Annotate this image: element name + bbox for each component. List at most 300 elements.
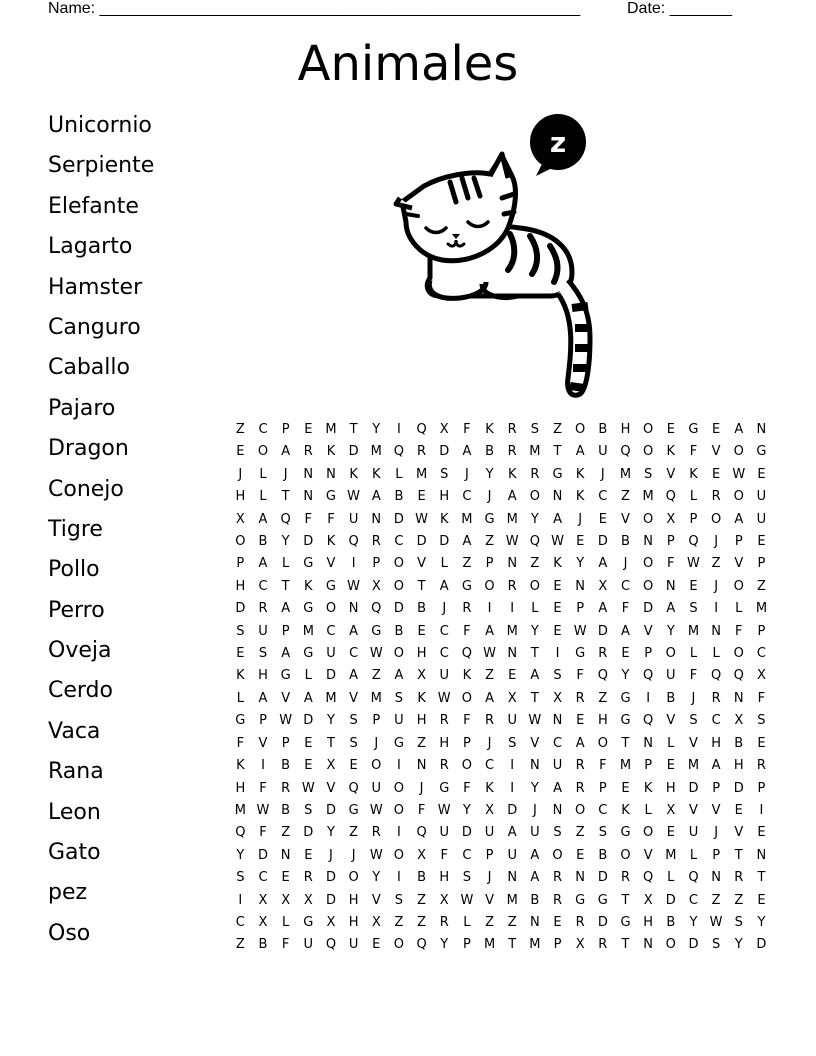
grid-letter[interactable]: B bbox=[734, 735, 744, 751]
grid-letter[interactable]: M bbox=[687, 758, 700, 774]
grid-letter[interactable]: F bbox=[667, 556, 675, 572]
grid-letter[interactable]: S bbox=[304, 802, 313, 818]
grid-letter[interactable]: M bbox=[325, 690, 337, 706]
grid-letter[interactable]: J bbox=[714, 534, 719, 550]
grid-letter[interactable]: B bbox=[394, 623, 404, 639]
grid-letter[interactable]: A bbox=[507, 825, 517, 841]
grid-letter[interactable]: V bbox=[689, 802, 698, 818]
grid-letter[interactable]: Z bbox=[621, 489, 630, 505]
grid-letter[interactable]: G bbox=[348, 802, 359, 818]
grid-letter[interactable]: K bbox=[575, 466, 585, 482]
grid-letter[interactable]: C bbox=[485, 758, 495, 774]
grid-letter[interactable]: F bbox=[327, 511, 335, 527]
grid-letter[interactable]: W bbox=[415, 511, 428, 527]
grid-letter[interactable]: X bbox=[734, 713, 744, 729]
grid-letter[interactable]: O bbox=[643, 578, 654, 594]
grid-letter[interactable]: Y bbox=[326, 825, 335, 841]
grid-letter[interactable]: A bbox=[575, 735, 585, 751]
grid-letter[interactable]: Y bbox=[689, 914, 698, 930]
grid-letter[interactable]: S bbox=[394, 690, 404, 706]
grid-letter[interactable]: R bbox=[575, 690, 585, 706]
grid-letter[interactable]: J bbox=[623, 556, 628, 572]
grid-letter[interactable]: P bbox=[485, 847, 494, 863]
grid-letter[interactable]: L bbox=[712, 646, 720, 662]
grid-letter[interactable]: E bbox=[621, 780, 630, 796]
grid-letter[interactable]: U bbox=[507, 847, 517, 863]
grid-letter[interactable]: J bbox=[283, 466, 288, 482]
grid-letter[interactable]: E bbox=[621, 646, 630, 662]
grid-letter[interactable]: X bbox=[326, 914, 336, 930]
grid-letter[interactable]: O bbox=[393, 780, 405, 796]
grid-letter[interactable]: G bbox=[303, 601, 314, 617]
grid-letter[interactable]: D bbox=[597, 870, 608, 886]
grid-letter[interactable]: N bbox=[507, 646, 518, 662]
grid-letter[interactable]: M bbox=[619, 758, 632, 774]
grid-letter[interactable]: G bbox=[688, 422, 699, 437]
grid-letter[interactable]: Z bbox=[281, 825, 291, 841]
grid-letter[interactable]: Z bbox=[485, 668, 494, 684]
grid-letter[interactable]: D bbox=[348, 444, 359, 460]
grid-letter[interactable]: S bbox=[440, 466, 449, 482]
grid-letter[interactable]: P bbox=[576, 601, 585, 617]
grid-letter[interactable]: S bbox=[689, 713, 698, 729]
grid-letter[interactable]: M bbox=[506, 511, 518, 527]
grid-letter[interactable]: U bbox=[552, 758, 563, 774]
grid-letter[interactable]: Q bbox=[665, 489, 676, 505]
grid-letter[interactable]: V bbox=[621, 511, 630, 527]
grid-letter[interactable]: P bbox=[372, 556, 381, 572]
grid-letter[interactable]: Y bbox=[621, 668, 630, 684]
grid-letter[interactable]: T bbox=[621, 892, 630, 908]
grid-letter[interactable]: N bbox=[280, 847, 291, 863]
grid-letter[interactable]: K bbox=[485, 422, 494, 437]
grid-letter[interactable]: D bbox=[665, 892, 676, 908]
grid-letter[interactable]: G bbox=[303, 914, 314, 930]
grid-letter[interactable]: R bbox=[281, 780, 291, 796]
grid-letter[interactable]: R bbox=[575, 914, 585, 930]
grid-letter[interactable]: X bbox=[281, 892, 291, 908]
grid-letter[interactable]: I bbox=[555, 646, 560, 662]
grid-letter[interactable]: N bbox=[507, 870, 518, 886]
grid-letter[interactable]: C bbox=[711, 713, 721, 729]
grid-letter[interactable]: Q bbox=[620, 444, 631, 460]
grid-letter[interactable]: D bbox=[461, 825, 472, 841]
grid-letter[interactable]: X bbox=[439, 422, 449, 437]
grid-letter[interactable]: D bbox=[325, 892, 336, 908]
grid-letter[interactable]: W bbox=[369, 646, 383, 662]
grid-letter[interactable]: V bbox=[666, 713, 676, 729]
grid-letter[interactable]: N bbox=[733, 690, 744, 706]
grid-letter[interactable]: I bbox=[510, 758, 515, 774]
grid-letter[interactable]: Q bbox=[733, 668, 744, 684]
grid-letter[interactable]: E bbox=[712, 466, 721, 482]
grid-letter[interactable]: V bbox=[349, 690, 359, 706]
grid-letter[interactable]: A bbox=[258, 690, 268, 706]
grid-letter[interactable]: M bbox=[415, 466, 428, 482]
grid-letter[interactable]: Z bbox=[553, 422, 562, 437]
grid-letter[interactable]: S bbox=[553, 825, 562, 841]
grid-letter[interactable]: A bbox=[439, 578, 449, 594]
grid-letter[interactable]: W bbox=[369, 802, 383, 818]
grid-letter[interactable]: M bbox=[461, 511, 473, 527]
grid-letter[interactable]: H bbox=[733, 758, 744, 774]
grid-letter[interactable]: Q bbox=[643, 713, 654, 729]
grid-letter[interactable]: F bbox=[259, 780, 267, 796]
grid-letter[interactable]: H bbox=[439, 735, 450, 751]
grid-letter[interactable]: B bbox=[598, 847, 608, 863]
grid-letter[interactable]: A bbox=[530, 668, 540, 684]
grid-letter[interactable]: N bbox=[643, 937, 653, 953]
grid-letter[interactable]: U bbox=[688, 825, 699, 841]
grid-letter[interactable]: W bbox=[732, 466, 746, 482]
grid-letter[interactable]: A bbox=[349, 623, 359, 639]
grid-letter[interactable]: G bbox=[325, 578, 336, 594]
grid-letter[interactable]: X bbox=[303, 892, 313, 908]
grid-letter[interactable]: Z bbox=[711, 892, 721, 908]
grid-letter[interactable]: Y bbox=[666, 623, 675, 639]
grid-letter[interactable]: P bbox=[236, 556, 245, 572]
grid-letter[interactable]: O bbox=[597, 735, 608, 751]
grid-letter[interactable]: Q bbox=[710, 668, 722, 684]
grid-letter[interactable]: O bbox=[484, 578, 495, 594]
grid-letter[interactable]: X bbox=[643, 892, 653, 908]
grid-letter[interactable]: M bbox=[370, 444, 382, 460]
grid-letter[interactable]: D bbox=[393, 601, 404, 617]
grid-letter[interactable]: W bbox=[709, 914, 723, 930]
grid-letter[interactable]: B bbox=[417, 870, 427, 886]
grid-letter[interactable]: J bbox=[374, 735, 379, 751]
grid-letter[interactable]: J bbox=[600, 466, 605, 482]
grid-letter[interactable]: L bbox=[282, 914, 290, 930]
grid-letter[interactable]: I bbox=[759, 802, 764, 818]
grid-letter[interactable]: A bbox=[530, 870, 540, 886]
grid-letter[interactable]: V bbox=[371, 892, 381, 908]
grid-letter[interactable]: G bbox=[575, 892, 586, 908]
grid-letter[interactable]: K bbox=[236, 668, 245, 684]
grid-letter[interactable]: D bbox=[325, 668, 336, 684]
grid-letter[interactable]: A bbox=[281, 646, 291, 662]
grid-letter[interactable]: F bbox=[304, 511, 313, 527]
grid-letter[interactable]: O bbox=[235, 534, 246, 550]
grid-letter[interactable]: X bbox=[575, 937, 585, 953]
grid-letter[interactable]: G bbox=[439, 780, 450, 796]
name-field-label[interactable]: Name: ______________________________________________________ bbox=[48, 0, 581, 17]
grid-letter[interactable]: G bbox=[280, 668, 291, 684]
grid-letter[interactable]: Y bbox=[236, 847, 245, 863]
grid-letter[interactable]: Q bbox=[348, 534, 359, 550]
grid-letter[interactable]: O bbox=[325, 601, 337, 617]
grid-letter[interactable]: E bbox=[576, 713, 585, 729]
grid-letter[interactable]: X bbox=[417, 847, 427, 863]
grid-letter[interactable]: O bbox=[643, 825, 654, 841]
grid-letter[interactable]: J bbox=[487, 870, 492, 886]
grid-letter[interactable]: R bbox=[575, 780, 585, 796]
grid-letter[interactable]: V bbox=[281, 690, 291, 706]
grid-letter[interactable]: O bbox=[348, 870, 359, 886]
grid-letter[interactable]: P bbox=[281, 422, 290, 437]
grid-letter[interactable]: U bbox=[756, 489, 767, 505]
grid-letter[interactable]: V bbox=[734, 556, 744, 572]
grid-letter[interactable]: L bbox=[395, 466, 403, 482]
grid-letter[interactable]: K bbox=[643, 780, 653, 796]
grid-letter[interactable]: H bbox=[348, 892, 359, 908]
grid-letter[interactable]: O bbox=[643, 422, 654, 437]
grid-letter[interactable]: W bbox=[256, 802, 270, 818]
grid-letter[interactable]: R bbox=[711, 690, 721, 706]
grid-letter[interactable]: I bbox=[714, 601, 719, 617]
grid-letter[interactable]: Z bbox=[575, 825, 585, 841]
grid-letter[interactable]: R bbox=[756, 758, 766, 774]
grid-letter[interactable]: B bbox=[530, 892, 540, 908]
grid-letter[interactable]: W bbox=[347, 489, 361, 505]
grid-letter[interactable]: A bbox=[530, 847, 540, 863]
grid-letter[interactable]: K bbox=[575, 489, 585, 505]
grid-letter[interactable]: X bbox=[756, 668, 766, 684]
grid-letter[interactable]: X bbox=[439, 892, 449, 908]
date-field-label[interactable]: Date: _______ bbox=[627, 0, 732, 17]
grid-letter[interactable]: N bbox=[326, 466, 336, 482]
grid-letter[interactable]: E bbox=[576, 534, 585, 550]
grid-letter[interactable]: Y bbox=[326, 713, 335, 729]
grid-letter[interactable]: O bbox=[733, 489, 744, 505]
grid-letter[interactable]: B bbox=[485, 444, 494, 460]
grid-letter[interactable]: Q bbox=[235, 825, 246, 841]
grid-letter[interactable]: L bbox=[463, 914, 471, 930]
grid-letter[interactable]: G bbox=[620, 690, 631, 706]
grid-letter[interactable]: E bbox=[712, 422, 721, 437]
grid-letter[interactable]: V bbox=[258, 735, 268, 751]
grid-letter[interactable]: E bbox=[757, 466, 766, 482]
grid-letter[interactable]: B bbox=[417, 601, 427, 617]
grid-letter[interactable]: V bbox=[666, 466, 676, 482]
grid-letter[interactable]: V bbox=[485, 892, 494, 908]
grid-letter[interactable]: R bbox=[620, 870, 630, 886]
grid-letter[interactable]: M bbox=[687, 623, 700, 639]
grid-letter[interactable]: N bbox=[711, 623, 721, 639]
grid-letter[interactable]: K bbox=[349, 466, 358, 482]
grid-letter[interactable]: W bbox=[505, 534, 519, 550]
grid-letter[interactable]: P bbox=[644, 758, 653, 774]
grid-letter[interactable]: D bbox=[733, 780, 744, 796]
grid-letter[interactable]: B bbox=[258, 534, 268, 550]
grid-letter[interactable]: X bbox=[507, 690, 517, 706]
grid-letter[interactable]: E bbox=[508, 668, 517, 684]
grid-letter[interactable]: X bbox=[598, 578, 608, 594]
grid-letter[interactable]: R bbox=[485, 713, 495, 729]
grid-letter[interactable]: O bbox=[620, 847, 631, 863]
grid-letter[interactable]: H bbox=[643, 914, 654, 930]
grid-letter[interactable]: Z bbox=[530, 556, 540, 572]
grid-letter[interactable]: O bbox=[529, 489, 540, 505]
grid-letter[interactable]: M bbox=[619, 466, 632, 482]
grid-letter[interactable]: D bbox=[597, 623, 608, 639]
grid-letter[interactable]: U bbox=[303, 937, 314, 953]
grid-letter[interactable]: I bbox=[510, 780, 515, 796]
grid-letter[interactable]: O bbox=[393, 847, 405, 863]
grid-letter[interactable]: Z bbox=[417, 735, 427, 751]
grid-letter[interactable]: B bbox=[258, 937, 268, 953]
grid-letter[interactable]: W bbox=[483, 646, 496, 662]
grid-letter[interactable]: Y bbox=[757, 914, 766, 930]
grid-letter[interactable]: G bbox=[484, 511, 495, 527]
grid-letter[interactable]: T bbox=[621, 735, 630, 751]
grid-letter[interactable]: A bbox=[507, 489, 517, 505]
grid-letter[interactable]: B bbox=[621, 534, 630, 550]
word-search-grid[interactable] bbox=[229, 419, 773, 957]
grid-letter[interactable]: A bbox=[485, 623, 494, 639]
grid-letter[interactable]: D bbox=[643, 601, 654, 617]
grid-letter[interactable]: J bbox=[442, 601, 447, 617]
grid-letter[interactable]: H bbox=[711, 735, 721, 751]
grid-letter[interactable]: Y bbox=[440, 937, 449, 953]
grid-letter[interactable]: D bbox=[688, 780, 699, 796]
grid-letter[interactable]: K bbox=[485, 780, 494, 796]
grid-letter[interactable]: R bbox=[439, 758, 449, 774]
grid-letter[interactable]: E bbox=[666, 422, 675, 437]
grid-letter[interactable]: V bbox=[530, 735, 540, 751]
grid-letter[interactable]: H bbox=[416, 646, 427, 662]
grid-letter[interactable]: I bbox=[238, 892, 243, 908]
grid-letter[interactable]: E bbox=[304, 735, 313, 751]
grid-letter[interactable]: U bbox=[348, 511, 359, 527]
grid-letter[interactable]: X bbox=[553, 690, 562, 706]
grid-letter[interactable]: T bbox=[530, 646, 539, 662]
grid-letter[interactable]: R bbox=[598, 646, 608, 662]
grid-letter[interactable]: O bbox=[552, 847, 563, 863]
grid-letter[interactable]: E bbox=[236, 646, 245, 662]
grid-letter[interactable]: O bbox=[733, 578, 744, 594]
grid-letter[interactable]: O bbox=[393, 802, 405, 818]
grid-letter[interactable]: H bbox=[258, 668, 268, 684]
grid-letter[interactable]: O bbox=[393, 556, 405, 572]
grid-letter[interactable]: X bbox=[235, 511, 245, 527]
grid-letter[interactable]: R bbox=[530, 466, 540, 482]
grid-letter[interactable]: Z bbox=[349, 825, 359, 841]
grid-letter[interactable]: G bbox=[325, 489, 336, 505]
grid-letter[interactable]: F bbox=[576, 668, 584, 684]
grid-letter[interactable]: D bbox=[257, 847, 268, 863]
grid-letter[interactable]: G bbox=[620, 825, 631, 841]
grid-letter[interactable]: D bbox=[303, 713, 314, 729]
grid-letter[interactable]: A bbox=[462, 534, 472, 550]
grid-letter[interactable]: D bbox=[756, 937, 767, 953]
grid-letter[interactable]: M bbox=[325, 422, 337, 437]
grid-letter[interactable]: O bbox=[643, 556, 654, 572]
grid-letter[interactable]: D bbox=[325, 802, 336, 818]
grid-letter[interactable]: F bbox=[689, 668, 698, 684]
grid-letter[interactable]: O bbox=[733, 646, 744, 662]
grid-letter[interactable]: O bbox=[393, 578, 405, 594]
grid-letter[interactable]: J bbox=[578, 511, 583, 527]
grid-letter[interactable]: P bbox=[598, 780, 607, 796]
grid-letter[interactable]: C bbox=[394, 534, 404, 550]
grid-letter[interactable]: S bbox=[734, 914, 743, 930]
grid-letter[interactable]: E bbox=[734, 802, 743, 818]
grid-letter[interactable]: Z bbox=[507, 914, 517, 930]
grid-letter[interactable]: O bbox=[665, 937, 676, 953]
grid-letter[interactable]: Z bbox=[394, 914, 404, 930]
grid-letter[interactable]: U bbox=[326, 646, 336, 662]
grid-letter[interactable]: X bbox=[258, 892, 268, 908]
grid-letter[interactable]: C bbox=[552, 735, 563, 751]
grid-letter[interactable]: Y bbox=[530, 623, 539, 639]
grid-letter[interactable]: V bbox=[711, 802, 721, 818]
grid-letter[interactable]: W bbox=[460, 892, 474, 908]
grid-letter[interactable]: M bbox=[755, 601, 768, 617]
grid-letter[interactable]: L bbox=[689, 847, 698, 863]
grid-letter[interactable]: F bbox=[599, 758, 607, 774]
grid-letter[interactable]: R bbox=[439, 914, 449, 930]
grid-letter[interactable]: A bbox=[394, 668, 404, 684]
grid-letter[interactable]: V bbox=[326, 780, 336, 796]
grid-letter[interactable]: O bbox=[393, 646, 405, 662]
grid-letter[interactable]: Q bbox=[461, 646, 472, 662]
grid-letter[interactable]: M bbox=[483, 937, 496, 953]
grid-letter[interactable]: P bbox=[553, 937, 562, 953]
grid-letter[interactable]: P bbox=[757, 556, 766, 572]
grid-letter[interactable]: P bbox=[281, 735, 290, 751]
grid-letter[interactable]: X bbox=[371, 914, 381, 930]
grid-letter[interactable]: B bbox=[394, 489, 404, 505]
grid-letter[interactable]: S bbox=[236, 870, 245, 886]
grid-letter[interactable]: F bbox=[689, 444, 698, 460]
grid-letter[interactable]: P bbox=[281, 623, 290, 639]
grid-letter[interactable]: J bbox=[691, 690, 696, 706]
grid-letter[interactable]: J bbox=[487, 489, 492, 505]
grid-letter[interactable]: Q bbox=[348, 780, 359, 796]
grid-letter[interactable]: Z bbox=[734, 892, 744, 908]
grid-letter[interactable]: C bbox=[349, 646, 359, 662]
grid-letter[interactable]: A bbox=[575, 444, 585, 460]
grid-letter[interactable]: O bbox=[643, 444, 654, 460]
grid-letter[interactable]: W bbox=[437, 802, 451, 818]
grid-letter[interactable]: Q bbox=[325, 937, 337, 953]
grid-letter[interactable]: R bbox=[303, 870, 313, 886]
grid-letter[interactable]: J bbox=[329, 847, 333, 863]
grid-letter[interactable]: M bbox=[302, 623, 314, 639]
grid-letter[interactable]: E bbox=[349, 758, 358, 774]
grid-letter[interactable]: A bbox=[553, 780, 562, 796]
grid-letter[interactable]: N bbox=[507, 556, 518, 572]
grid-letter[interactable]: U bbox=[507, 713, 517, 729]
grid-letter[interactable]: P bbox=[689, 511, 698, 527]
grid-letter[interactable]: Z bbox=[235, 937, 245, 953]
grid-letter[interactable]: D bbox=[303, 534, 314, 550]
grid-letter[interactable]: Q bbox=[529, 534, 540, 550]
grid-letter[interactable]: A bbox=[281, 444, 291, 460]
grid-letter[interactable]: N bbox=[416, 758, 427, 774]
grid-letter[interactable]: U bbox=[666, 668, 676, 684]
grid-letter[interactable]: N bbox=[552, 489, 563, 505]
grid-letter[interactable]: V bbox=[734, 825, 744, 841]
grid-letter[interactable]: G bbox=[461, 578, 472, 594]
grid-letter[interactable]: M bbox=[370, 690, 382, 706]
grid-letter[interactable]: R bbox=[711, 489, 721, 505]
grid-letter[interactable]: E bbox=[757, 892, 766, 908]
grid-letter[interactable]: S bbox=[349, 713, 358, 729]
grid-letter[interactable]: Q bbox=[393, 444, 405, 460]
grid-letter[interactable]: H bbox=[439, 870, 450, 886]
grid-letter[interactable]: P bbox=[757, 623, 766, 639]
grid-letter[interactable]: L bbox=[531, 601, 539, 617]
grid-letter[interactable]: L bbox=[259, 489, 267, 505]
grid-letter[interactable]: I bbox=[397, 870, 401, 886]
grid-letter[interactable]: J bbox=[238, 466, 243, 482]
grid-letter[interactable]: L bbox=[667, 735, 675, 751]
grid-letter[interactable]: N bbox=[643, 735, 653, 751]
grid-letter[interactable]: E bbox=[372, 937, 381, 953]
grid-letter[interactable]: G bbox=[393, 735, 404, 751]
